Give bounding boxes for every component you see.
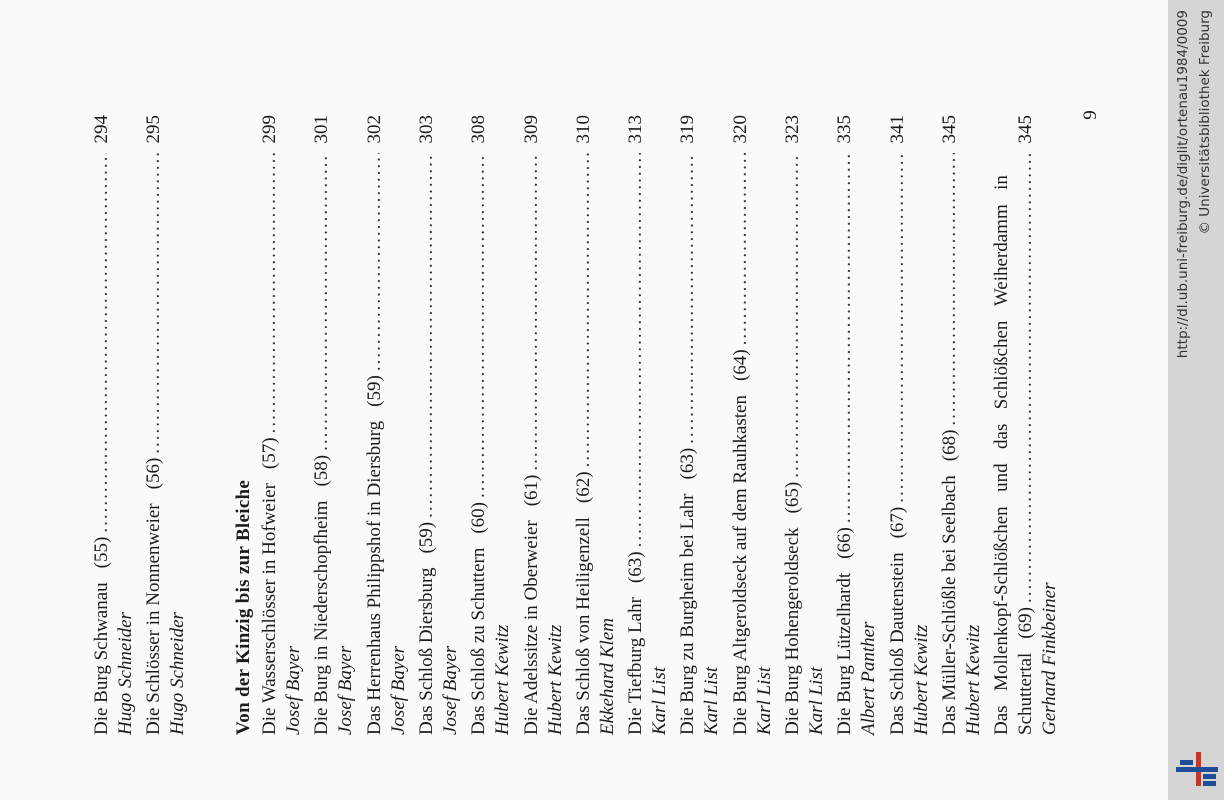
entry-page-number: 303 [415,115,437,144]
entry-figure-ref: (62) [572,471,594,504]
leader-dots [520,154,544,471]
leader-dots [415,154,439,518]
entry-page-number: 341 [886,115,908,144]
entry-title: Das Herrenhaus Philippshof in Diersburg [363,420,385,735]
entry-title: Die Adelssitze in Oberweier [520,520,542,735]
leader-dots [142,154,166,454]
toc-entry [572,115,620,735]
entry-author: Karl List [753,666,775,735]
entry-title: Das Müller-Schlößle bei Seelbach [938,475,960,735]
entry-author: Hubert Kewitz [910,624,932,735]
entry-author: Josef Bayer [387,645,409,735]
toc-entry-row [624,115,648,735]
leader-dots [624,154,648,548]
entry-figure-ref: (69) [1015,607,1037,639]
entry-author: Josef Bayer [283,645,304,735]
toc-entry [415,115,463,735]
entry-author: Josef Bayer [335,645,357,735]
toc-entry [886,115,934,735]
entry-title: Die Schlösser in Nonnenweier [143,503,164,735]
entry-figure-ref: (58) [311,454,333,487]
entry-author: Karl List [649,666,671,735]
title-word: und [991,463,1013,492]
entry-page-number: 345 [938,115,960,144]
toc-entry-row [90,115,114,735]
toc-entry-row [729,115,753,735]
entry-title: Das Schloß Dautenstein [886,552,908,735]
page-number: 9 [1080,110,1101,120]
entry-figure-ref: (56) [143,457,164,490]
entry-title: Die Burg Hohengeroldseck [782,527,803,735]
entry-title: Die Burg in Niederschopfheim [311,500,333,735]
leader-dots [781,154,805,478]
entry-title: Das Schloß zu Schuttern [468,547,490,735]
entry-figure-ref: (66) [834,527,856,559]
leader-dots [363,154,387,372]
leader-dots [676,154,700,444]
title-word: in [991,175,1013,190]
toc-entry-row [467,115,491,735]
entry-figure-ref: (63) [677,447,699,480]
toc-entry [142,115,190,735]
toc-entry-row [1014,115,1038,735]
entry-author: Hubert Kewitz [962,624,984,735]
toc-entry [729,115,777,735]
entry-title: Die Wasserschlösser in Hofweier [259,483,280,735]
toc-entry-row [886,115,910,735]
entry-title: Das Schloß Diersburg [415,567,437,735]
entry-figure-ref: (61) [520,474,542,507]
leader-dots [258,154,282,434]
toc-entry-row [520,115,544,735]
library-logo-icon [1176,750,1218,788]
toc-entry [90,115,138,735]
leader-dots [938,154,962,426]
entry-title-line [990,175,1014,735]
table-of-contents [90,95,1100,735]
entry-author: Hugo Schneider [167,612,188,735]
leader-dots [310,154,334,451]
entry-page-number: 301 [311,115,333,144]
toc-entry [624,115,672,735]
entry-page-number: 345 [1015,115,1037,144]
library-sidebar [1168,0,1224,800]
entry-figure-ref: (65) [782,481,803,514]
entry-figure-ref: (67) [886,506,908,539]
title-word: Weiherdamm [991,204,1013,307]
entry-title: Die Tiefburg Lahr [625,597,647,735]
entry-page-number: 294 [91,115,112,144]
entry-figure-ref: (64) [729,349,751,381]
entry-author: Ekkehard Klem [596,618,618,735]
entry-figure-ref: (55) [91,536,112,569]
toc-entry [833,115,881,735]
entry-page-number: 302 [363,115,385,144]
entry-title: Das Schloß von Heiligenzell [572,517,594,735]
entry-figure-ref: (59) [415,521,437,554]
toc-entry-row [938,115,962,735]
entry-page-number: 335 [834,115,856,144]
leader-dots [1014,154,1038,604]
toc-entry-row [310,115,334,735]
entry-figure-ref: (59) [363,375,385,407]
entry-figure-ref: (60) [468,502,490,534]
entry-figure-ref: (68) [938,429,960,462]
entry-author: Karl List [806,666,827,735]
entry-author: Hubert Kewitz [492,624,514,735]
entry-page-number: 313 [625,115,647,144]
toc-entry [363,115,411,735]
toc-entry [310,115,358,735]
toc-entry-row [781,115,805,735]
entry-title: Schuttertal [1015,652,1037,735]
leader-dots [729,154,753,346]
toc-entry [676,115,724,735]
title-word: das [991,423,1013,449]
entry-figure-ref: (57) [259,437,280,470]
title-word: Mollenkopf-Schlößchen [991,506,1013,692]
toc-entry [467,115,515,735]
toc-entry [258,115,306,735]
leader-dots [572,154,596,468]
entry-author: Gerhard Finkbeiner [1039,582,1061,735]
leader-dots [467,154,491,499]
leader-dots [833,154,857,524]
copyright-notice: © Universitätsbibliothek Freiburg [1197,10,1213,235]
entry-figure-ref: (63) [625,551,647,584]
entry-page-number: 309 [520,115,542,144]
entry-author: Hubert Kewitz [544,624,566,735]
entry-title: Die Burg Lützelhardt [834,572,856,735]
entry-author: Albert Panther [858,621,880,735]
toc-entry-row [833,115,857,735]
source-url[interactable]: http://dl.ub.uni-freiburg.de/diglit/ortenau1984/0009 [1175,10,1191,359]
toc-entry-row [258,115,282,735]
entry-page-number: 320 [729,115,751,144]
entry-page-number: 295 [143,115,164,144]
entry-title: Die Burg Altgeroldseck auf dem Rauhkasten [729,395,751,735]
entry-page-number: 323 [782,115,803,144]
title-word: Schlößchen [991,320,1013,410]
leader-dots [90,154,114,533]
entry-page-number: 299 [259,115,280,144]
toc-entry [520,115,568,735]
entry-title: Die Burg Schwanau [91,582,112,735]
entry-title: Die Burg zu Burgheim bei Lahr [677,493,699,735]
entry-page-number: 308 [468,115,490,144]
toc-entry-row [415,115,439,735]
section-heading: Von der Kinzig bis zur Bleiche [233,479,254,735]
entry-author: Hugo Schneider [115,612,136,735]
toc-entry [990,115,1062,735]
sidebar-text [1172,10,1220,790]
toc-entry [781,115,829,735]
entry-author: Josef Bayer [439,645,461,735]
entry-page-number: 319 [677,115,699,144]
toc-entry-row [676,115,700,735]
title-word: Das [991,705,1013,735]
entry-author: Karl List [701,666,723,735]
toc-entry [938,115,986,735]
entry-page-number: 310 [572,115,594,144]
toc-entry-row [363,115,387,735]
leader-dots [886,154,910,503]
toc-entry-row [572,115,596,735]
toc-entry-row [142,115,166,735]
